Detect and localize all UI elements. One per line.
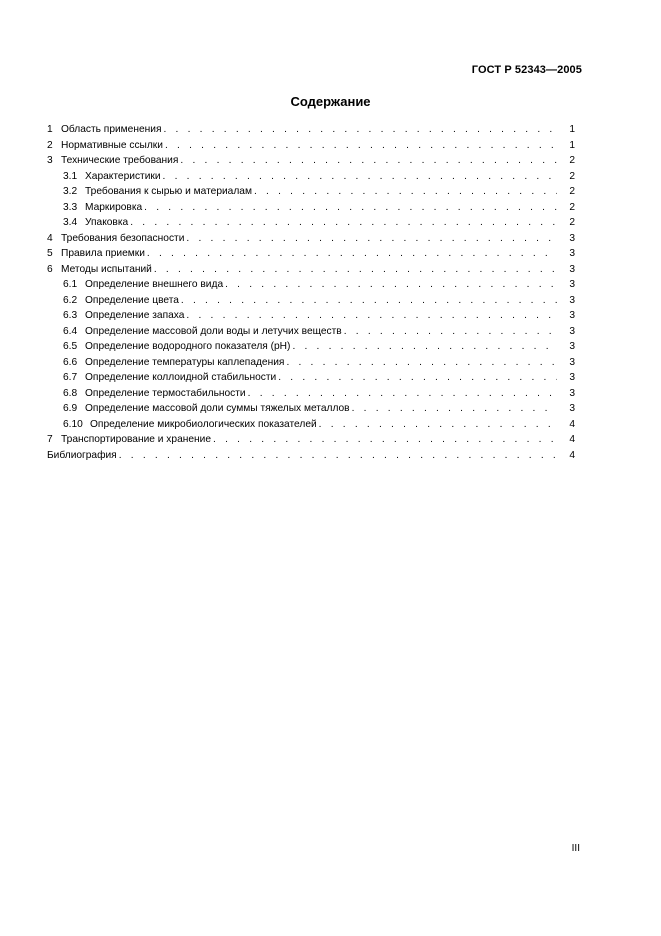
toc-entry-page: 3 bbox=[569, 310, 575, 321]
toc-entry[interactable] bbox=[47, 138, 575, 154]
toc-entry-title bbox=[47, 448, 117, 464]
toc-entry-label: Маркировка bbox=[85, 201, 143, 213]
toc-entry-number: 6.5 bbox=[63, 341, 78, 352]
toc-entry-label: Технические требования bbox=[61, 155, 179, 166]
toc-entry-number: 5 bbox=[47, 248, 53, 259]
toc-entry-page: 1 bbox=[569, 139, 575, 151]
toc-entry-label: Транспортирование и хранение bbox=[61, 434, 212, 445]
toc-entry-page: 3 bbox=[569, 279, 575, 290]
toc-entry[interactable] bbox=[47, 308, 575, 324]
toc-entry-title bbox=[47, 432, 211, 448]
toc-entry-page: 3 bbox=[569, 356, 575, 368]
toc-dot-leader bbox=[163, 122, 557, 138]
toc-entry[interactable] bbox=[47, 355, 575, 371]
toc-entry[interactable] bbox=[47, 200, 575, 216]
toc-entry-page: 3 bbox=[569, 325, 575, 337]
toc-dot-leader bbox=[292, 339, 557, 355]
toc-entry[interactable] bbox=[47, 448, 575, 464]
toc-entry-page: 3 bbox=[569, 387, 575, 399]
toc-dot-leader bbox=[147, 246, 557, 262]
toc-entry[interactable] bbox=[47, 153, 575, 169]
toc-entry-number: 7 bbox=[47, 434, 53, 445]
toc-entry-title bbox=[63, 370, 276, 386]
toc-entry-page: 2 bbox=[569, 217, 575, 228]
toc-dot-leader bbox=[286, 355, 557, 371]
toc-dot-leader bbox=[119, 448, 557, 464]
toc-entry-page: 1 bbox=[569, 124, 575, 135]
toc-entry-label: Определение запаха bbox=[85, 310, 185, 321]
toc-entry-label: Методы испытаний bbox=[61, 263, 152, 275]
toc-entry-label: Область применения bbox=[61, 124, 162, 135]
toc-entry[interactable] bbox=[47, 169, 575, 185]
toc-entry-title bbox=[63, 324, 342, 340]
toc-entry-title bbox=[47, 231, 184, 247]
toc-dot-leader bbox=[248, 386, 557, 402]
toc-entry-number: 2 bbox=[47, 139, 53, 151]
toc-entry-number: 3.2 bbox=[63, 186, 78, 197]
toc-dot-leader bbox=[130, 215, 557, 231]
document-code: ГОСТ Р 52343—2005 bbox=[471, 64, 582, 76]
toc-entry-number: 6.10 bbox=[63, 418, 83, 430]
page-number: III bbox=[571, 843, 580, 854]
toc-entry[interactable] bbox=[47, 184, 575, 200]
toc-entry-label: Характеристики bbox=[85, 170, 161, 182]
toc-entry-number: 6.1 bbox=[63, 279, 78, 290]
toc-entry-title bbox=[47, 122, 161, 138]
toc-entry-label: Определение массовой доли воды и летучих веществ bbox=[85, 325, 342, 337]
toc-entry-label: Определение термостабильности bbox=[85, 387, 246, 399]
toc-entry-title bbox=[63, 184, 252, 200]
toc-entry-title bbox=[63, 339, 290, 355]
toc-entry[interactable] bbox=[47, 417, 575, 433]
toc-entry-number: 1 bbox=[47, 124, 53, 135]
toc-entry-page: 4 bbox=[569, 434, 575, 445]
toc-entry-page: 2 bbox=[569, 155, 575, 166]
toc-entry-label: Определение коллоидной стабильности bbox=[85, 372, 277, 383]
toc-entry-page: 2 bbox=[569, 186, 575, 197]
toc-dot-leader bbox=[213, 432, 557, 448]
toc-dot-leader bbox=[154, 262, 557, 278]
toc-entry-title bbox=[63, 386, 246, 402]
toc-entry-number: 6.3 bbox=[63, 310, 78, 321]
toc-entry-page: 3 bbox=[569, 232, 575, 244]
toc-entry-number: 6.8 bbox=[63, 387, 78, 399]
table-of-contents bbox=[47, 122, 575, 463]
toc-dot-leader bbox=[319, 417, 557, 433]
toc-entry-title bbox=[63, 355, 284, 371]
toc-entry-label: Определение внешнего вида bbox=[85, 279, 224, 290]
toc-entry-title bbox=[47, 153, 178, 169]
toc-entry-number: 6.2 bbox=[63, 294, 78, 306]
toc-entry-label: Правила приемки bbox=[61, 248, 145, 259]
toc-entry-page: 3 bbox=[569, 248, 575, 259]
toc-entry-title bbox=[63, 277, 223, 293]
toc-dot-leader bbox=[225, 277, 557, 293]
toc-dot-leader bbox=[181, 293, 557, 309]
toc-entry-label: Определение водородного показателя (рН) bbox=[85, 341, 291, 352]
toc-entry-page: 2 bbox=[569, 170, 575, 182]
toc-entry-page: 3 bbox=[569, 263, 575, 275]
toc-entry-number: 3.3 bbox=[63, 201, 78, 213]
toc-entry-title bbox=[63, 417, 317, 433]
toc-entry-number: 6.6 bbox=[63, 356, 78, 368]
toc-entry-title bbox=[63, 308, 184, 324]
toc-entry-number: 6.7 bbox=[63, 372, 78, 383]
toc-entry-label: Требования к сырью и материалам bbox=[85, 186, 252, 197]
toc-entry-number: 4 bbox=[47, 232, 53, 244]
toc-entry-label: Определение цвета bbox=[85, 294, 179, 306]
toc-entry-page: 3 bbox=[569, 403, 575, 414]
toc-entry[interactable] bbox=[47, 262, 575, 278]
toc-entry[interactable] bbox=[47, 401, 575, 417]
toc-entry-number: 3.4 bbox=[63, 217, 78, 228]
toc-entry[interactable] bbox=[47, 339, 575, 355]
toc-entry-label: Требования безопасности bbox=[61, 232, 185, 244]
toc-entry-title bbox=[47, 138, 163, 154]
toc-entry[interactable] bbox=[47, 246, 575, 262]
toc-entry-number: 6.9 bbox=[63, 403, 78, 414]
toc-entry-page: 2 bbox=[569, 201, 575, 213]
toc-entry-title bbox=[63, 215, 128, 231]
toc-dot-leader bbox=[186, 308, 557, 324]
toc-entry[interactable] bbox=[47, 231, 575, 247]
toc-entry-title bbox=[63, 401, 350, 417]
toc-entry-page: 3 bbox=[569, 372, 575, 383]
toc-dot-leader bbox=[165, 138, 557, 154]
toc-entry-title bbox=[47, 246, 145, 262]
toc-entry-label: Определение температуры каплепадения bbox=[85, 356, 285, 368]
toc-entry-page: 4 bbox=[569, 418, 575, 430]
toc-entry[interactable] bbox=[47, 370, 575, 386]
toc-entry-number: 3.1 bbox=[63, 170, 78, 182]
toc-entry-label: Нормативные ссылки bbox=[61, 139, 163, 151]
toc-entry-label: Определение микробиологических показателей bbox=[90, 418, 317, 430]
toc-entry[interactable] bbox=[47, 432, 575, 448]
toc-entry[interactable] bbox=[47, 386, 575, 402]
toc-entry-label: Упаковка bbox=[85, 217, 129, 228]
toc-dot-leader bbox=[163, 169, 557, 185]
toc-dot-leader bbox=[180, 153, 557, 169]
toc-entry-label: Определение массовой доли суммы тяжелых металлов bbox=[85, 403, 350, 414]
toc-entry[interactable] bbox=[47, 215, 575, 231]
toc-dot-leader bbox=[186, 231, 557, 247]
toc-entry[interactable] bbox=[47, 277, 575, 293]
toc-entry-title bbox=[47, 262, 152, 278]
toc-entry-title bbox=[63, 200, 142, 216]
toc-entry-page: 4 bbox=[569, 449, 575, 461]
toc-entry-number: 6.4 bbox=[63, 325, 78, 337]
toc-entry-page: 3 bbox=[569, 294, 575, 306]
toc-dot-leader bbox=[144, 200, 557, 216]
toc-dot-leader bbox=[254, 184, 557, 200]
toc-dot-leader bbox=[344, 324, 557, 340]
toc-entry-number: 3 bbox=[47, 155, 53, 166]
toc-entry-title bbox=[63, 293, 179, 309]
toc-dot-leader bbox=[352, 401, 557, 417]
toc-entry-title bbox=[63, 169, 161, 185]
toc-entry-page: 3 bbox=[569, 341, 575, 352]
toc-entry[interactable] bbox=[47, 324, 575, 340]
toc-dot-leader bbox=[278, 370, 557, 386]
toc-entry[interactable] bbox=[47, 122, 575, 138]
toc-entry-number: 6 bbox=[47, 263, 53, 275]
toc-entry-label: Библиография bbox=[47, 449, 117, 461]
toc-title: Содержание bbox=[290, 94, 371, 109]
toc-entry[interactable] bbox=[47, 293, 575, 309]
